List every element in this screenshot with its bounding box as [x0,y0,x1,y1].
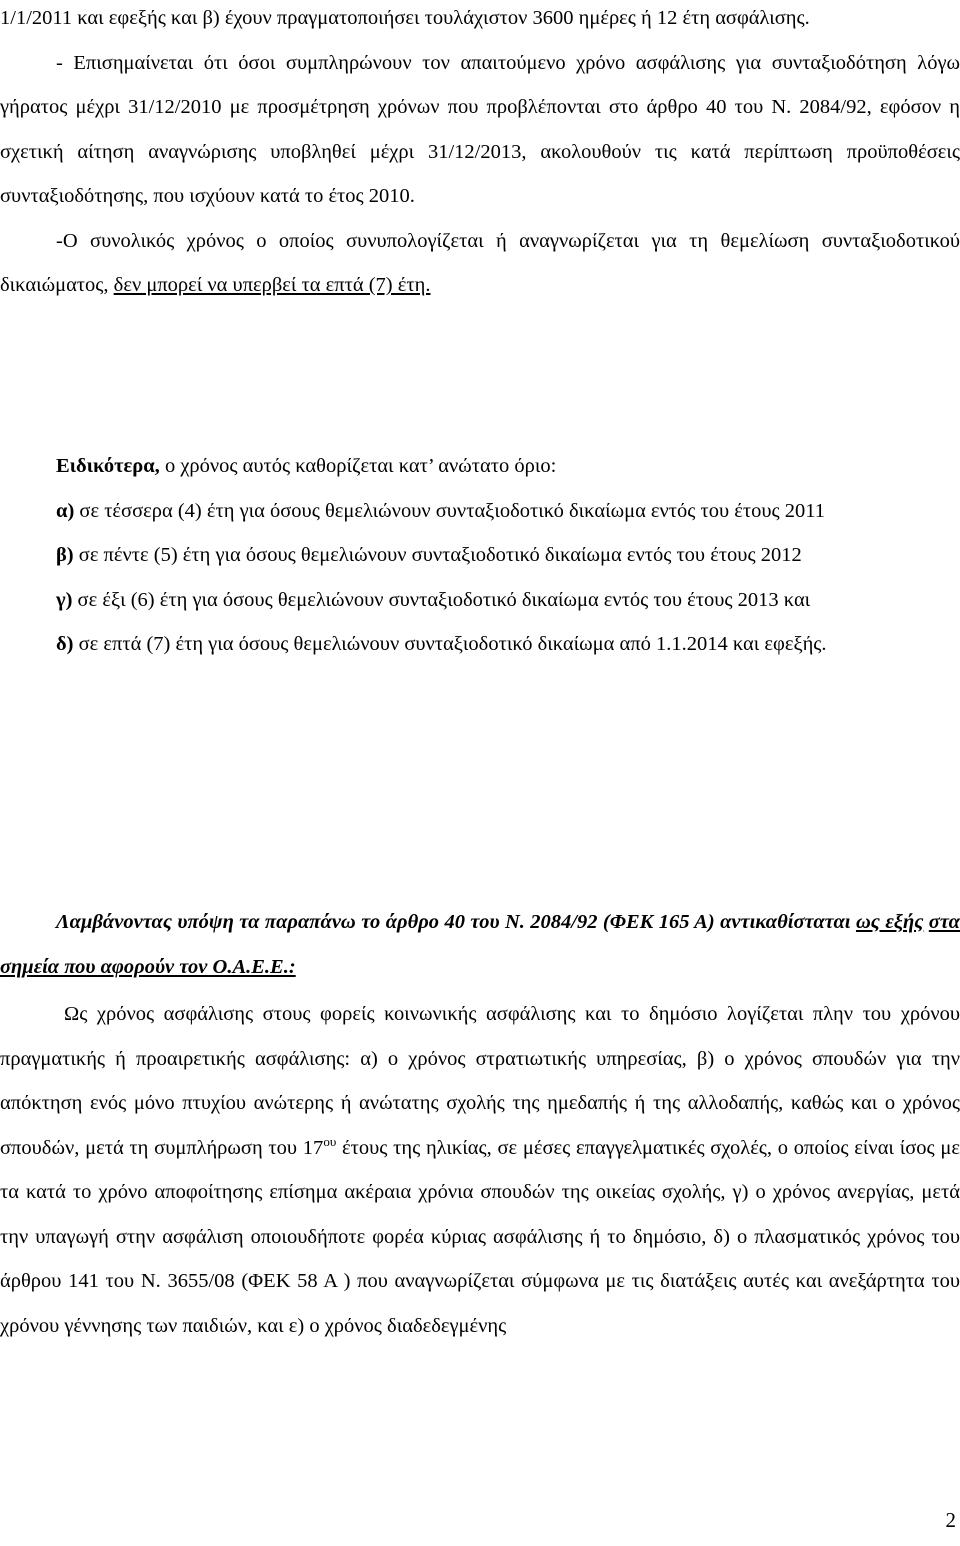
item-label: β) [56,544,74,566]
item-text: σε πέντε (5) έτη για όσους θεμελιώνουν συνταξιοδοτικό δικαίωμα εντός του έτους 2012 [73,544,802,566]
specifics-item-a [0,489,960,534]
amendment-heading [0,900,960,989]
ordinal-superscript: ου [323,1133,337,1149]
heading-underlined-1: ως εξής [855,911,924,933]
body-text-a: Ως χρόνος ασφάλισης στους φορείς κοινωνικής ασφάλισης και το δημόσιο λογίζεται πλην του χρόνου πραγματικής ή προαιρετικής ασφάλισης: α) ο χρόνος στρατιωτικής υπηρεσίας, β) ο χρόνος σπουδών για την απόκτηση ενός μόνο πτυχίου ανώτερης ή ανώτατης σχολής της ημεδαπής ή της αλλοδαπής, καθώς και ο χρόνος σπουδών, μετά τη συμπλήρωση του 17 [0,1003,960,1159]
max-time-underlined: δεν μπορεί να υπερβεί τα επτά (7) έτη. [113,274,431,296]
paragraph-transitional-provision: - Επισημαίνεται ότι όσοι συμπληρώνουν τον απαιτούμενο χρόνο ασφάλισης για συνταξιοδότηση λόγω γήρατος μέχρι 31/12/2010 με προσμέτρηση χρόνων που προβλέπονται στο άρθρο 40 του Ν. 2084/92, εφόσον η σχετική αίτηση αναγνώρισης υποβληθεί μέχρι 31/12/2013, ακολουθούν τις κατά περίπτωση προϋποθέσεις συνταξιοδότησης, που ισχύουν κατά το έτος 2010. [0,51,960,207]
intro-section [0,0,960,308]
specifics-item-d [0,622,960,667]
max-time-text: -Ο συνολικός χρόνος ο οποίος συνυπολογίζεται ή αναγνωρίζεται για τη θεμελίωση συνταξιοδοτικού δικαιώματος, [0,229,960,296]
specifics-item-c [0,578,960,623]
amendment-body [0,992,960,1348]
item-label: α) [56,499,75,522]
specifics-item-b [0,533,960,578]
specifics-lead [0,444,960,489]
heading-underlined-2: στα σημεία που αφορούν τον Ο.Α.Ε.Ε.: [0,911,960,978]
item-text: σε επτά (7) έτη για όσους θεμελιώνουν συνταξιοδοτικό δικαίωμα από 1.1.2014 και εφεξής. [73,633,827,655]
item-text: σε τέσσερα (4) έτη για όσους θεμελιώνουν συνταξιοδοτικό δικαίωμα εντός του έτους 2011 [74,499,826,522]
amendment-heading-section [0,900,960,989]
specifics-lead-text: ο χρόνος αυτός καθορίζεται κατ’ ανώτατο όριο: [159,455,557,477]
intro-line: 1/1/2011 και εφεξής και β) έχουν πραγματοποιήσει τουλάχιστον 3600 ημέρες ή 12 έτη ασφάλισης. [0,7,810,29]
amendment-body-section [0,992,960,1348]
body-text-b: έτους της ηλικίας, σε μέσες επαγγελματικές σχολές, ο οποίος είναι ίσος με τα κατά το χρόνο αποφοίτησης επίσημα ακέραια χρόνια σπουδών της οικείας σχολής, γ) ο χρόνος ανεργίας, μετά την υπαγωγή στην ασφάλιση οποιουδήποτε φορέα κύριας ασφάλισης ή το δημόσιο, δ) ο πλασματικός χρόνος του άρθρου 141 του Ν. 3655/08 (ΦΕΚ 58 Α ) που αναγνωρίζεται σύμφωνα με τις διατάξεις αυτές και ανεξάρτητα του χρόνου γέννησης των παιδιών, και ε) ο χρόνος διαδεδεγμένης [0,1136,960,1337]
heading-text: Λαμβάνοντας υπόψη τα παραπάνω το άρθρο 40 του Ν. 2084/92 (ΦΕΚ 165 Α) αντικαθίσταται [56,911,856,933]
item-label: γ) [56,588,73,611]
specifics-section [0,444,960,667]
paragraph-max-time [0,219,960,308]
item-text: σε έξι (6) έτη για όσους θεμελιώνουν συνταξιοδοτικό δικαίωμα εντός του έτους 2013 και [72,588,811,611]
item-label: δ) [56,633,74,655]
specifics-lead-bold: Ειδικότερα, [56,455,160,477]
page-number: 2 [945,1508,956,1532]
